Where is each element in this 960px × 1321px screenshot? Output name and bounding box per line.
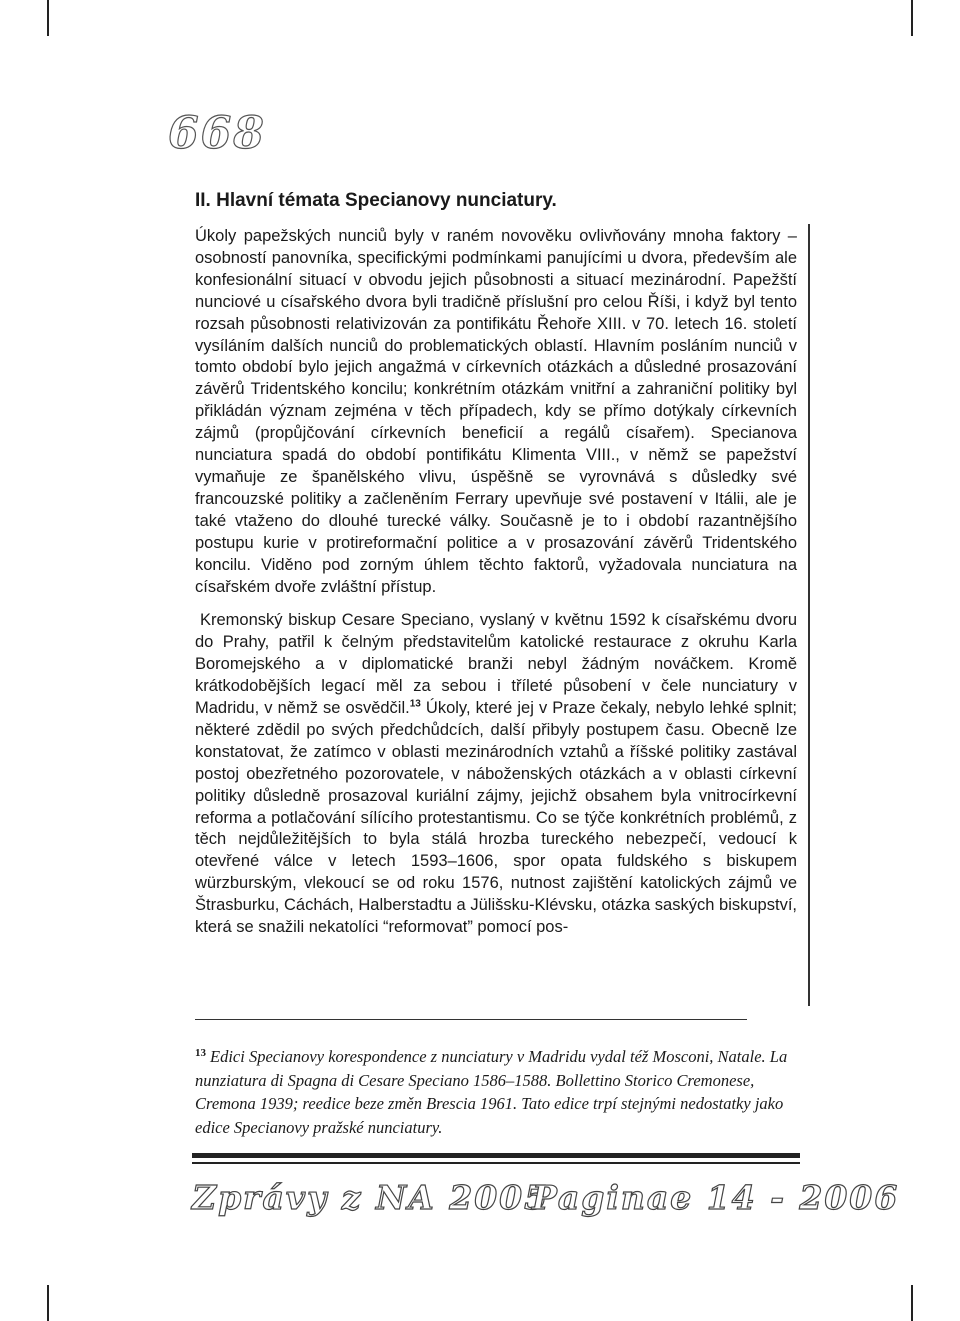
paragraph-1: Úkoly papežských nunciů byly v raném novověku ovlivňovány mnoha faktory – osobností panovníka, specifickými podmínkami panujícími u dvora, především ale konfesionální situací v obvodu jejich působnosti a situací mezinárodní. Papežští nunciové u císařského dvora byli tradičně příslušní pro celou Říši, i když byl tento rozsah působnosti relativizován za pontifikátu Řehoře XIII. v 70. letech 16. století vysíláním dalších nunciů do problematických oblastí. Hlavním posláním nunciů v tomto období bylo jejich angažmá v církevních otázkách a důsledné prosazování závěrů Tridentského koncilu; konkrétním otázkám vnitřní a zahraniční politiky byl přikládán význam zejména v těch případech, kdy se přímo dotýkaly církevních zájmů (propůjčování církevních beneficií a regálů císařem). Specianova nunciatura spadá do období pontifikátu Klimenta VIII., v němž se papežství vymaňuje ze španělského vlivu, úspěšně se vyrovnává s důsledky své francouzské politiky a začleněním Ferrary upevňuje své postavení v Itálii, ale je také vtaženo do dlouhé turecké války. Současně je to i období razantnějšího postupu kurie v protireformační politice a v prosazování závěrů Tridentského koncilu. Viděno pod zorným úhlem těchto faktorů, vyžadovala nunciatura na císařském dvoře zvláštní přístup. <box>195 227 797 596</box>
footnote-text: Edici Specianovy korespondence z nunciatury v Madridu vydal též Mosconi, Natale. La nunziatura di Spagna di Cesare Speciano 1586–1588. Bollettino Storico Cremonese, Cremona 1939; reedice beze změn Brescia 1961. Tato edice trpí stejnými nedostatky jako edice Specianovy pražské nunciatury. <box>195 1047 788 1137</box>
footnote <box>195 1045 795 1139</box>
paragraph-2 <box>195 610 797 939</box>
paragraph-2-part-2: Úkoly, které jej v Praze čekaly, nebylo lehké splnit; některé zdědil po svých předchůdcích, další přibyly postupem času. Obecně lze konstatovat, že zatímco v oblasti mezinárodních vztahů a říšské politiky zastával postoj obezřetného pozorovatele, v náboženských otázkách a v oblasti církevní politiky důsledně prosazoval kuriální zájmy, jejichž obsahem byla vnitrocírkevní reforma a potlačování sílícího protestantismu. Co se týče konkrétních problémů, z těch nejdůležitějších to byla stálá hrozba tureckého nebezpečí, vedoucí k otevřené válce v letech 1593–1606, spor opata fuldského s biskupem würzburským, vlekoucí se od roku 1576, nutnost zajištění katolických zájmů ve Štrasburku, Cáchách, Halberstadtu a Jülišsku-Klévsku, otázka saských biskupství, která se snažili nekatolíci “reformovat” pomocí pos- <box>195 699 797 937</box>
crop-mark-bottom-left <box>47 1285 49 1321</box>
crop-mark-bottom-right <box>911 1285 913 1321</box>
footnote-separator <box>195 1019 747 1020</box>
footer-rule-thick <box>192 1153 800 1158</box>
footnote-mark: 13 <box>195 1046 206 1059</box>
section-heading: II. Hlavní témata Specianovy nunciatury. <box>195 190 557 211</box>
footer-title-left: Zprávy z NA 2005 <box>192 1178 550 1217</box>
paragraph-2-part-1: Kremonský biskup Cesare Speciano, vyslaný v květnu 1592 k císařskému dvoru do Prahy, patřil k čelným představitelům katolické restaurace z okruhu Karla Boromejského a v diplomatické branži nebyl žádným nováčkem. Kromě krátkodobějších legací měl za sebou i tříleté působení v čele nunciatury v Madridu, v němž se osvědčil. <box>195 611 797 718</box>
footnote-reference[interactable]: 13 <box>409 698 421 710</box>
footer-rule-thin <box>192 1162 800 1164</box>
body-text <box>195 226 797 939</box>
footer-title-right: Paginae 14 - 2006 <box>532 1178 900 1217</box>
page-number: 668 <box>168 108 266 159</box>
crop-mark-top-left <box>47 0 49 36</box>
margin-rule <box>808 224 810 1006</box>
crop-mark-top-right <box>911 0 913 36</box>
